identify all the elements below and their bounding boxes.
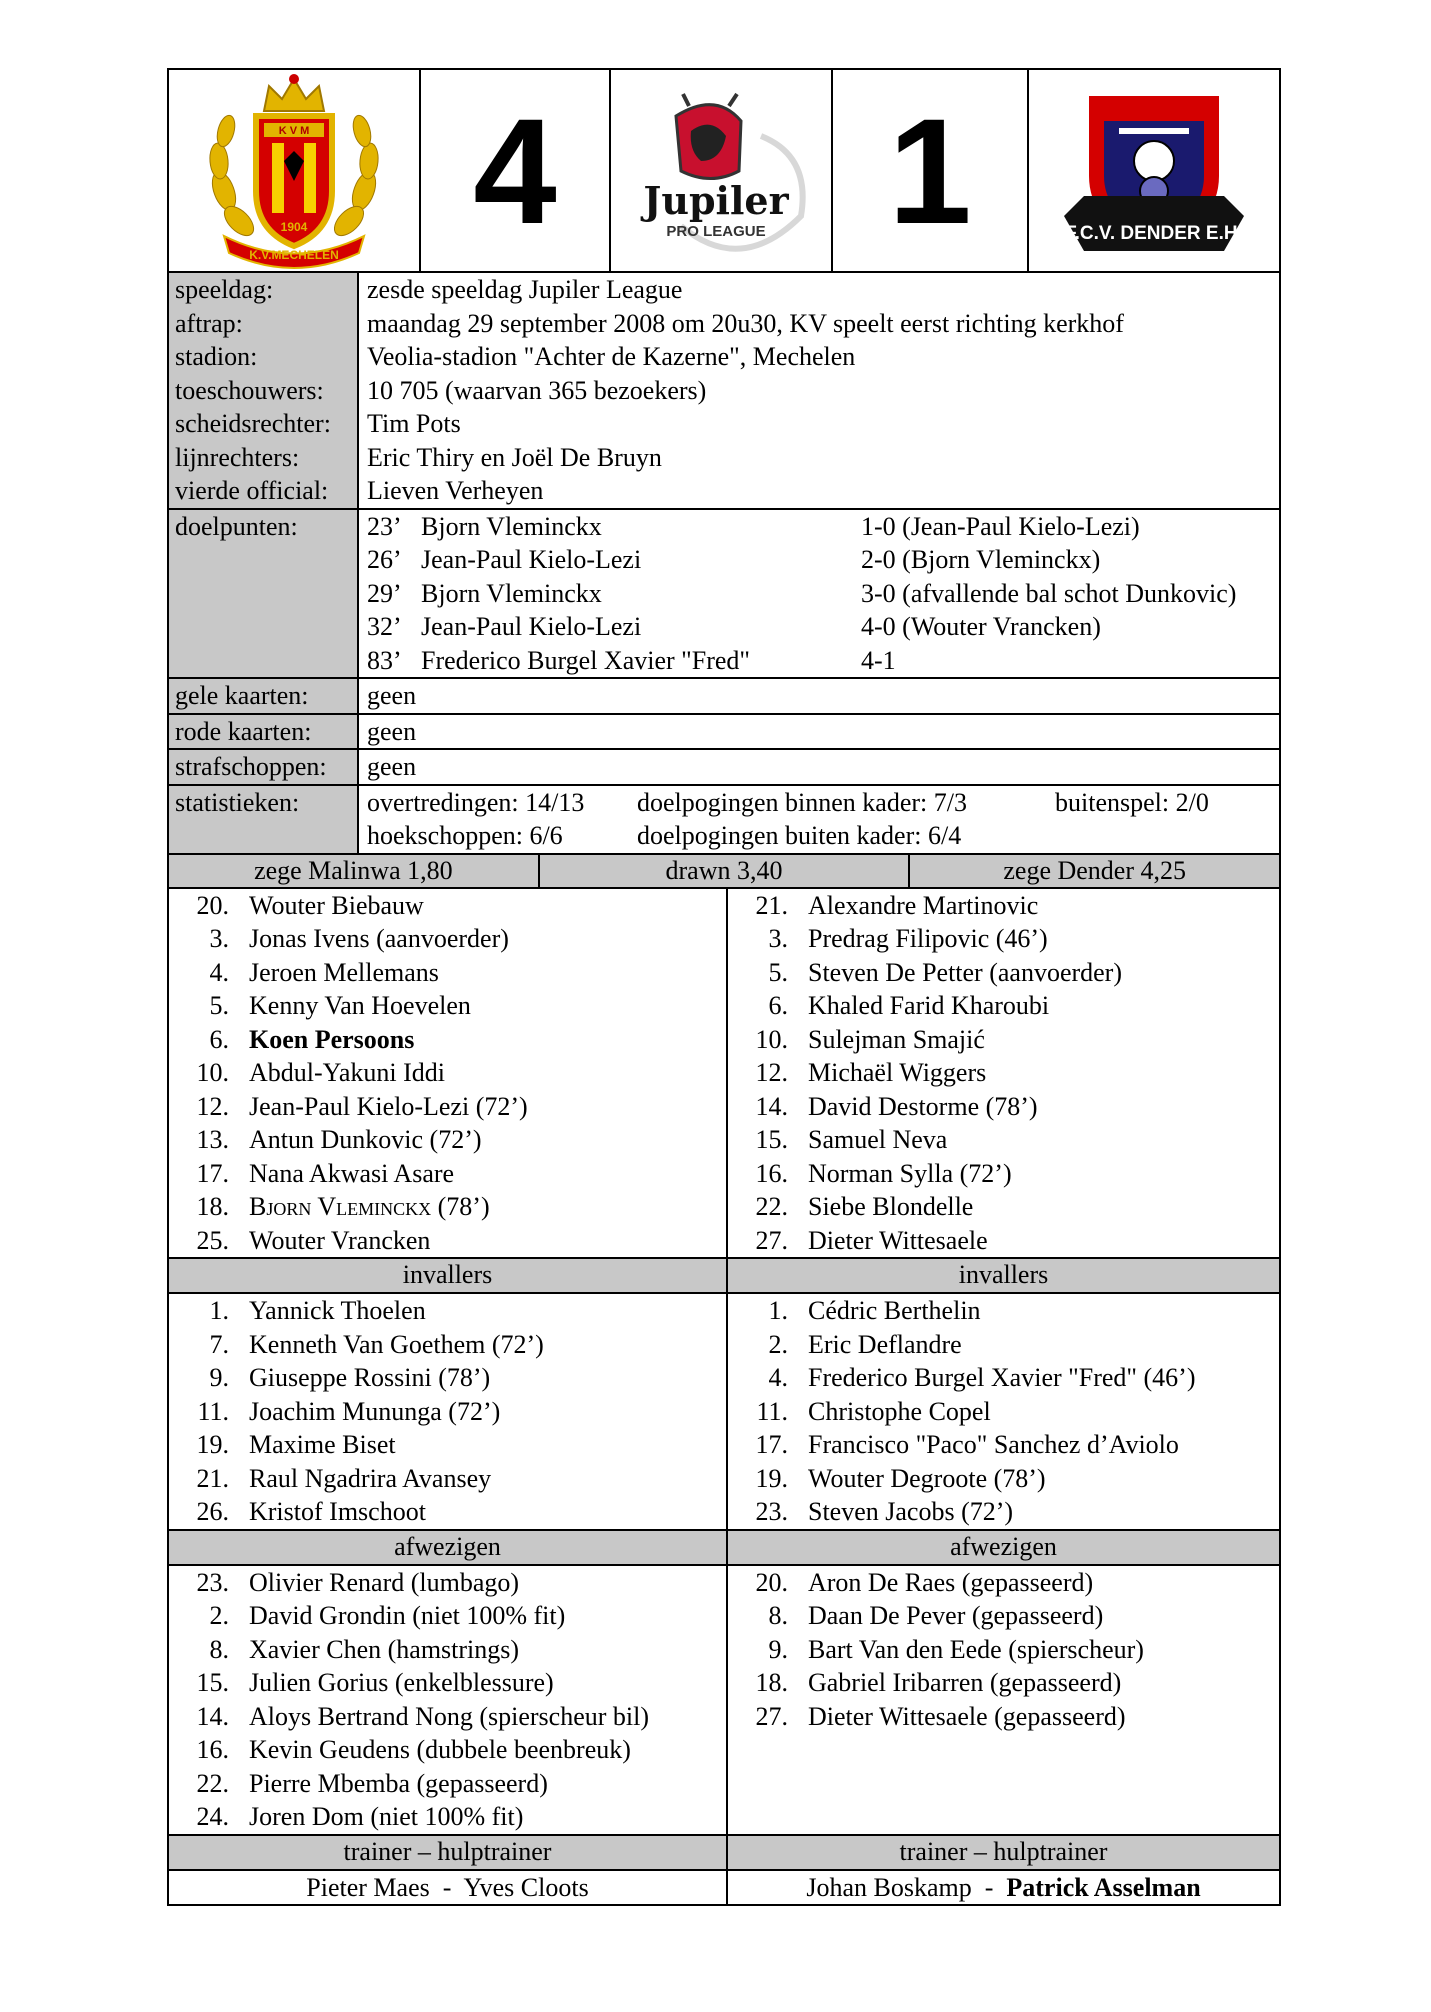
- player-number: 20.: [196, 890, 229, 920]
- player-number: 23.: [196, 1567, 229, 1597]
- separator: -: [971, 1872, 1007, 1902]
- player-number: 11.: [756, 1396, 788, 1426]
- player-name: Norman Sylla (72’): [807, 1158, 1012, 1188]
- player-name: Pierre Mbemba (gepasseerd): [249, 1768, 548, 1798]
- shots-off-target-stat: doelpogingen buiten kader: 6/4: [637, 821, 962, 850]
- goal-score: 2-0 (Bjorn Vleminckx): [861, 545, 1101, 574]
- away-crest-cell: [1029, 70, 1279, 271]
- player-row: [728, 1023, 1279, 1057]
- home-trainers: [169, 1871, 728, 1904]
- player-name: Gabriel Iribarren (gepasseerd): [807, 1668, 1122, 1697]
- player-number: 22.: [755, 1192, 788, 1221]
- match-info-block: [167, 273, 1281, 510]
- home-absent: [169, 1566, 728, 1834]
- goal-scorer: Bjorn Vleminckx: [421, 578, 602, 608]
- empty-row: [728, 1767, 1279, 1801]
- player-row: [169, 1224, 726, 1258]
- player-number: 25.: [196, 1225, 229, 1255]
- penalties-value: geen: [367, 752, 417, 781]
- player-row: [728, 1666, 1279, 1700]
- player-number: 1.: [768, 1296, 788, 1325]
- player-row: [169, 1361, 726, 1395]
- player-name: David Grondin (niet 100% fit): [249, 1601, 566, 1630]
- fourth-official-value: Lieven Verheyen: [367, 476, 544, 505]
- yellow-cards-row: [167, 679, 1281, 715]
- player-number: 5.: [768, 957, 788, 987]
- player-row: [169, 1462, 726, 1496]
- red-cards-label: rode kaarten:: [175, 716, 312, 746]
- player-number: 16.: [755, 1158, 788, 1188]
- player-name: Yannick Thoelen: [249, 1296, 426, 1325]
- player-row: [728, 889, 1279, 923]
- info-label: stadion:: [175, 342, 258, 371]
- player-name: Predrag Filipovic (46’): [807, 924, 1048, 953]
- player-name: Xavier Chen (hamstrings): [249, 1634, 520, 1664]
- away-trainer: Johan Boskamp: [806, 1872, 972, 1902]
- player-number: 18.: [196, 1192, 229, 1221]
- player-row: [169, 1428, 726, 1462]
- matchday-value: zesde speeldag Jupiler League: [367, 275, 683, 304]
- player-row: [728, 1633, 1279, 1667]
- goals-label: [169, 510, 359, 678]
- player-number: 7.: [209, 1329, 229, 1359]
- player-number: 20.: [755, 1567, 788, 1597]
- player-row: [169, 1566, 726, 1600]
- player-number: 26.: [196, 1497, 229, 1526]
- player-row: [169, 922, 726, 956]
- player-name: Aron De Raes (gepasseerd): [807, 1567, 1094, 1597]
- fouls-stat: overtredingen: 14/13: [367, 787, 585, 817]
- player-name: Steven De Petter (aanvoerder): [807, 957, 1123, 987]
- away-trainers: [728, 1871, 1279, 1904]
- player-row: [728, 1495, 1279, 1529]
- goal-score: 1-0 (Jean-Paul Kielo-Lezi): [861, 511, 1140, 541]
- player-row: [169, 1599, 726, 1633]
- away-trainer-header: trainer – hulptrainer: [728, 1836, 1279, 1869]
- player-name: Bart Van den Eede (spierscheur): [807, 1634, 1144, 1664]
- player-row: [169, 1633, 726, 1667]
- red-cards-row: [167, 715, 1281, 751]
- stats-line: [367, 786, 1279, 820]
- player-name: Joachim Mununga (72’): [249, 1396, 501, 1426]
- goal-row: [367, 543, 1279, 577]
- info-label: toeschouwers:: [175, 375, 324, 405]
- goal-row: [367, 510, 1279, 544]
- player-name: Dieter Wittesaele (gepasseerd): [807, 1701, 1126, 1731]
- match-sheet: [167, 68, 1281, 1906]
- goal-scorer: Bjorn Vleminckx: [421, 511, 602, 541]
- player-row: [169, 1700, 726, 1734]
- odds-row: [167, 855, 1281, 889]
- stats-block: [167, 786, 1281, 855]
- stats-values: [359, 786, 1279, 853]
- home-lineup: [169, 889, 728, 1258]
- away-subs-header: invallers: [728, 1259, 1279, 1292]
- player-number: 27.: [755, 1701, 788, 1731]
- away-score: 1: [888, 86, 972, 255]
- odds-draw: drawn 3,40: [540, 855, 911, 887]
- svg-text:K V M: K V M: [278, 124, 310, 137]
- info-label: vierde official:: [175, 476, 329, 505]
- player-row: [169, 1666, 726, 1700]
- player-name: Daan De Pever (gepasseerd): [807, 1601, 1104, 1630]
- player-name: Bjorn Vleminckx (78’): [249, 1192, 490, 1221]
- home-trainer: Pieter Maes: [306, 1872, 430, 1902]
- player-row: [169, 1123, 726, 1157]
- player-number: 1.: [209, 1296, 229, 1325]
- player-name: Eric Deflandre: [807, 1329, 962, 1359]
- player-number: 22.: [196, 1768, 229, 1798]
- player-number: 6.: [768, 991, 788, 1020]
- player-row: [169, 889, 726, 923]
- info-label: lijnrechters:: [175, 442, 300, 472]
- player-number: 19.: [755, 1463, 788, 1493]
- goals-label-text: doelpunten:: [175, 511, 298, 541]
- player-name: Kenny Van Hoevelen: [249, 991, 471, 1020]
- player-row: [169, 1733, 726, 1767]
- player-number: 8.: [209, 1634, 229, 1664]
- player-number: 24.: [196, 1802, 229, 1831]
- info-label: aftrap:: [175, 308, 243, 338]
- player-row: [169, 1190, 726, 1224]
- player-name: Antun Dunkovic (72’): [249, 1125, 482, 1154]
- empty-row: [728, 1800, 1279, 1834]
- penalties-row: [167, 750, 1281, 786]
- player-number: 21.: [755, 890, 788, 920]
- player-number: 21.: [196, 1463, 229, 1493]
- odds-home: zege Malinwa 1,80: [169, 855, 540, 887]
- player-name: Wouter Degroote (78’): [807, 1463, 1046, 1493]
- player-name: David Destorme (78’): [807, 1091, 1038, 1121]
- goal-minute: 32’: [367, 612, 402, 641]
- player-row: [728, 922, 1279, 956]
- player-number: 19.: [196, 1430, 229, 1459]
- player-name: Frederico Burgel Xavier "Fred" (46’): [807, 1363, 1196, 1392]
- player-row: [169, 1056, 726, 1090]
- attendance-value: 10 705 (waarvan 365 bezoekers): [367, 375, 707, 405]
- player-row: [169, 1767, 726, 1801]
- player-row: [728, 1428, 1279, 1462]
- player-name: Jeroen Mellemans: [249, 957, 439, 987]
- absent: [167, 1566, 1281, 1836]
- player-number: 10.: [755, 1024, 788, 1054]
- player-number: 17.: [755, 1430, 788, 1459]
- away-lineup: [728, 889, 1279, 1258]
- player-name: Jonas Ivens (aanvoerder): [249, 924, 509, 953]
- player-name: Giuseppe Rossini (78’): [249, 1363, 491, 1392]
- odds-away: zege Dender 4,25: [1003, 855, 1186, 885]
- home-assistant: Yves Cloots: [463, 1872, 589, 1902]
- player-row: [728, 1462, 1279, 1496]
- player-row: [728, 1090, 1279, 1124]
- player-number: 17.: [196, 1158, 229, 1188]
- player-name: Koen Persoons: [249, 1024, 415, 1054]
- player-name: Samuel Neva: [807, 1125, 948, 1154]
- player-row: [169, 1495, 726, 1529]
- player-row: [728, 1157, 1279, 1191]
- player-row: [728, 956, 1279, 990]
- player-row: [169, 989, 726, 1023]
- player-number: 13.: [196, 1125, 229, 1154]
- away-subs: [728, 1294, 1279, 1529]
- player-number: 23.: [755, 1497, 788, 1526]
- goal-minute: 83’: [367, 645, 402, 675]
- goal-minute: 29’: [367, 578, 402, 608]
- player-number: 2.: [209, 1601, 229, 1630]
- player-number: 3.: [768, 924, 788, 953]
- player-row: [728, 1395, 1279, 1429]
- player-name: Kristof Imschoot: [249, 1497, 426, 1526]
- player-row: [169, 1800, 726, 1834]
- player-row: [728, 1599, 1279, 1633]
- player-row: [728, 1123, 1279, 1157]
- home-subs-header: invallers: [169, 1259, 728, 1292]
- player-name: Wouter Vrancken: [249, 1225, 431, 1255]
- player-number: 3.: [209, 924, 229, 953]
- player-name: Khaled Farid Kharoubi: [807, 991, 1050, 1020]
- player-name: Kevin Geudens (dubbele beenbreuk): [249, 1735, 631, 1764]
- player-name: Michaël Wiggers: [807, 1058, 987, 1087]
- penalties-label: strafschoppen:: [175, 752, 327, 781]
- player-number: 2.: [768, 1329, 788, 1359]
- info-label: speeldag:: [175, 275, 274, 304]
- player-row: [728, 1566, 1279, 1600]
- player-name: Siebe Blondelle: [807, 1192, 974, 1221]
- info-labels: [169, 273, 359, 508]
- goals-block: [167, 510, 1281, 680]
- player-row: [728, 1361, 1279, 1395]
- player-name: Olivier Renard (lumbago): [249, 1567, 520, 1597]
- player-number: 5.: [209, 991, 229, 1020]
- player-number: 15.: [755, 1125, 788, 1154]
- stats-line: [367, 819, 1279, 853]
- home-subs: [169, 1294, 728, 1529]
- goal-score: 4-1: [861, 645, 896, 675]
- subs: [167, 1294, 1281, 1531]
- player-name: Abdul-Yakuni Iddi: [249, 1058, 445, 1087]
- kv-mechelen-crest-icon: [194, 71, 394, 271]
- svg-text:K.V.MECHELEN: K.V.MECHELEN: [249, 247, 339, 262]
- referee-value: Tim Pots: [367, 409, 461, 438]
- goal-score: 4-0 (Wouter Vrancken): [861, 612, 1101, 641]
- player-row: [728, 989, 1279, 1023]
- home-crest-cell: [169, 70, 421, 271]
- goal-row: [367, 577, 1279, 611]
- player-name: Kenneth Van Goethem (72’): [249, 1329, 544, 1359]
- player-name: Raul Ngadrira Avansey: [249, 1463, 492, 1493]
- player-row: [169, 1157, 726, 1191]
- player-name: Sulejman Smajić: [807, 1024, 985, 1054]
- score-header: [167, 68, 1281, 273]
- player-number: 14.: [755, 1091, 788, 1121]
- player-name: Joren Dom (niet 100% fit): [249, 1802, 524, 1831]
- player-name: Cédric Berthelin: [807, 1296, 981, 1325]
- player-row: [169, 1023, 726, 1057]
- kickoff-value: maandag 29 september 2008 om 20u30, KV speelt eerst richting kerkhof: [367, 308, 1124, 338]
- player-number: 11.: [197, 1396, 229, 1426]
- svg-text:1904: 1904: [280, 219, 308, 234]
- home-score: 4: [473, 86, 557, 255]
- player-row: [169, 956, 726, 990]
- player-row: [169, 1328, 726, 1362]
- goal-scorer: Frederico Burgel Xavier "Fred": [421, 645, 751, 675]
- goal-score: 3-0 (afvallende bal schot Dunkovic): [861, 578, 1237, 608]
- player-row: [728, 1190, 1279, 1224]
- linesmen-value: Eric Thiry en Joël De Bruyn: [367, 442, 662, 472]
- goal-row: [367, 644, 1279, 678]
- trainer-header: [167, 1836, 1281, 1871]
- player-name: Christophe Copel: [807, 1396, 991, 1426]
- player-number: 9.: [209, 1363, 229, 1392]
- player-number: 4.: [209, 957, 229, 987]
- player-row: [169, 1294, 726, 1328]
- player-name: Nana Akwasi Asare: [249, 1158, 455, 1188]
- player-number: 6.: [209, 1024, 229, 1054]
- player-name: Julien Gorius (enkelblessure): [249, 1668, 554, 1697]
- stats-label: statistieken:: [175, 787, 300, 817]
- home-absent-header: afwezigen: [169, 1531, 728, 1564]
- player-name: Maxime Biset: [249, 1430, 396, 1459]
- player-number: 18.: [755, 1668, 788, 1697]
- lineups: [167, 889, 1281, 1260]
- player-row: [728, 1700, 1279, 1734]
- player-name: Wouter Biebauw: [249, 890, 424, 920]
- info-values: [359, 273, 1279, 508]
- player-number: 16.: [196, 1735, 229, 1764]
- player-row: [169, 1395, 726, 1429]
- away-absent: [728, 1566, 1279, 1834]
- goal-minute: 26’: [367, 545, 402, 574]
- fcv-dender-crest-icon: [1044, 76, 1264, 266]
- home-trainer-header: trainer – hulptrainer: [169, 1836, 728, 1869]
- player-number: 9.: [768, 1634, 788, 1664]
- player-name: Francisco "Paco" Sanchez d’Aviolo: [807, 1430, 1179, 1459]
- home-score-cell: [421, 70, 611, 271]
- player-row: [728, 1328, 1279, 1362]
- player-name: Alexandre Martinovic: [807, 890, 1039, 920]
- player-name: Aloys Bertrand Nong (spierscheur bil): [249, 1701, 650, 1731]
- stadium-value: Veolia-stadion "Achter de Kazerne", Mechelen: [367, 342, 856, 371]
- player-row: [728, 1294, 1279, 1328]
- player-number: 10.: [196, 1058, 229, 1087]
- player-name: Jean-Paul Kielo-Lezi (72’): [249, 1091, 528, 1121]
- player-row: [728, 1056, 1279, 1090]
- yellow-cards-value: geen: [367, 681, 417, 710]
- goal-scorer: Jean-Paul Kielo-Lezi: [421, 545, 642, 574]
- player-row: [728, 1224, 1279, 1258]
- away-absent-header: afwezigen: [728, 1531, 1279, 1564]
- corners-stat: hoekschoppen: 6/6: [367, 821, 563, 850]
- player-number: 12.: [196, 1091, 229, 1121]
- info-label: scheidsrechter:: [175, 409, 331, 438]
- separator: -: [429, 1872, 464, 1902]
- subs-header: [167, 1259, 1281, 1294]
- player-row: [169, 1090, 726, 1124]
- svg-text:PRO LEAGUE: PRO LEAGUE: [666, 222, 766, 240]
- goal-minute: 23’: [367, 511, 402, 541]
- player-name: Steven Jacobs (72’): [807, 1497, 1014, 1526]
- yellow-cards-label: gele kaarten:: [175, 681, 309, 710]
- player-number: 8.: [768, 1601, 788, 1630]
- svg-text:Jupiler: Jupiler: [643, 177, 789, 223]
- player-number: 27.: [755, 1225, 788, 1255]
- league-logo-cell: [611, 70, 833, 271]
- svg-text:F.C.V. DENDER E.H.: F.C.V. DENDER E.H.: [1065, 222, 1243, 244]
- red-cards-value: geen: [367, 716, 417, 746]
- player-number: 14.: [196, 1701, 229, 1731]
- player-number: 15.: [196, 1668, 229, 1697]
- away-score-cell: [833, 70, 1029, 271]
- player-number: 4.: [768, 1363, 788, 1392]
- empty-row: [728, 1733, 1279, 1767]
- player-name: Dieter Wittesaele: [807, 1225, 988, 1255]
- trainers: [167, 1871, 1281, 1906]
- goals-list: [359, 510, 1279, 678]
- jupiler-pro-league-logo-icon: [621, 76, 821, 266]
- goal-row: [367, 610, 1279, 644]
- offside-stat: buitenspel: 2/0: [1055, 787, 1209, 817]
- absent-header: [167, 1531, 1281, 1566]
- shots-on-target-stat: doelpogingen binnen kader: 7/3: [637, 787, 967, 817]
- player-number: 12.: [755, 1058, 788, 1087]
- away-assistant: Patrick Asselman: [1006, 1872, 1201, 1902]
- goal-scorer: Jean-Paul Kielo-Lezi: [421, 612, 642, 641]
